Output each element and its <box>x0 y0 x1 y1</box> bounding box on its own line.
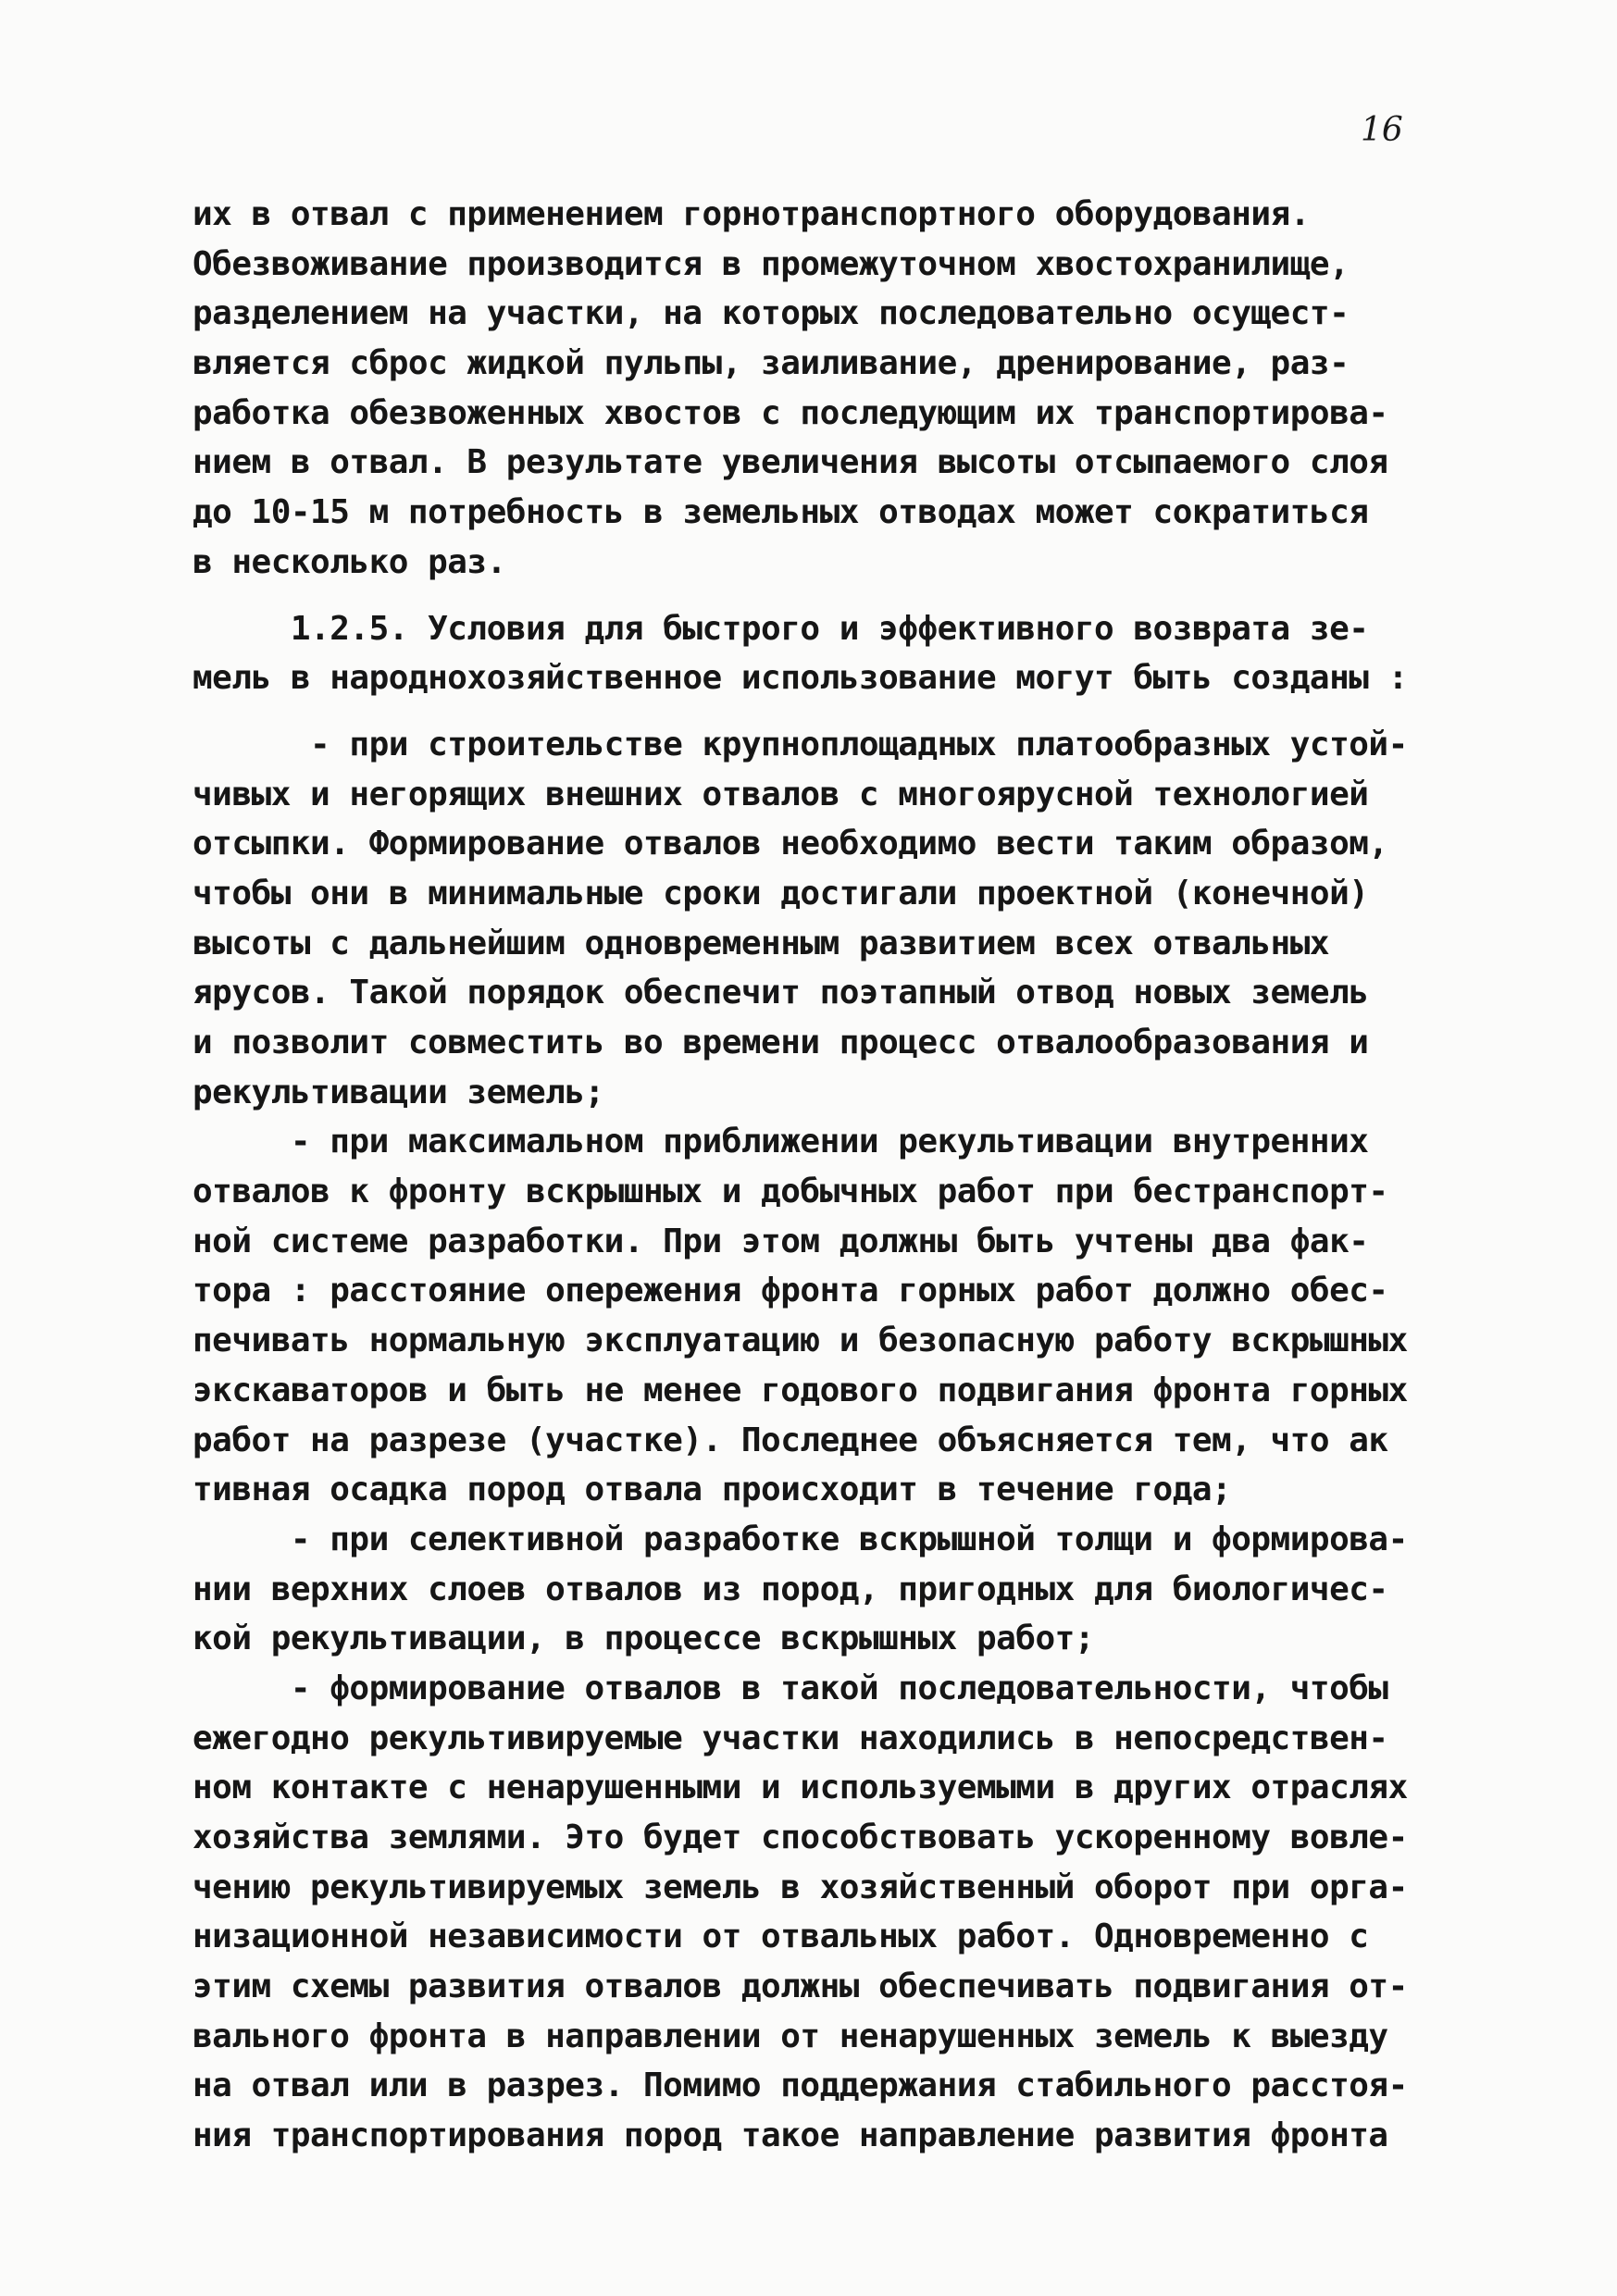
text-line: их в отвал с применением горнотранспортного оборудования. <box>193 195 1310 233</box>
text-line: чтобы они в минимальные сроки достигали проектной (конечной) <box>193 874 1369 912</box>
text-line: мель в народнохозяйственное использование могут быть созданы : <box>193 659 1408 698</box>
text-line: Обезвоживание производится в промежуточном хвостохранилище, <box>193 244 1350 283</box>
text-line: ном контакте с ненарушенными и используемыми в других отраслях <box>193 1769 1408 1807</box>
text-line: ной системе разработки. При этом должны быть учтены два фак- <box>193 1222 1369 1260</box>
paragraph-gap <box>193 703 1507 720</box>
text-line: отсыпки. Формирование отвалов необходимо вести таким образом, <box>193 825 1388 863</box>
text-line: - при селективной разработке вскрышной толщи и формирова- <box>193 1520 1408 1558</box>
text-line: тивная осадка пород отвала происходит в течение года; <box>193 1471 1232 1509</box>
text-line: этим схемы развития отвалов должны обеспечивать подвигания от- <box>193 1967 1408 2006</box>
paragraph-p5 <box>193 1515 1507 1664</box>
body-text <box>193 190 1507 2161</box>
text-line: ярусов. Такой порядок обеспечит поэтапный отвод новых земель <box>193 974 1369 1012</box>
text-line: низационной независимости от отвальных работ. Одновременно с <box>193 1917 1369 1956</box>
text-line: рекультивации земель; <box>193 1073 604 1111</box>
text-line: ежегодно рекультивируемые участки находились в непосредствен- <box>193 1719 1388 1757</box>
text-line: работ на разрезе (участке). Последнее объясняется тем, что ак <box>193 1421 1388 1459</box>
text-line: - при максимальном приближении рекультивации внутренних <box>193 1123 1369 1161</box>
text-line: высоты с дальнейшим одновременным развитием всех отвальных <box>193 924 1330 962</box>
paragraph-p2 <box>193 604 1507 703</box>
text-line: в несколько раз. <box>193 542 506 581</box>
text-line: нии верхних слоев отвалов из пород, пригодных для биологичес- <box>193 1570 1388 1608</box>
text-line: хозяйства землями. Это будет способствовать ускоренному вовле- <box>193 1818 1408 1856</box>
paragraph-p3 <box>193 720 1507 1118</box>
text-line: чивых и негорящих внешних отвалов с многоярусной технологией <box>193 775 1369 813</box>
paragraph-p1 <box>193 190 1507 588</box>
text-line: печивать нормальную эксплуатацию и безопасную работу вскрышных <box>193 1322 1408 1360</box>
text-line: вляется сброс жидкой пульпы, заиливание, дренирование, раз- <box>193 344 1350 383</box>
text-line: - при строительстве крупноплощадных платообразных устой- <box>193 725 1408 763</box>
text-line: разделением на участки, на которых последовательно осущест- <box>193 294 1350 333</box>
text-line: ния транспортирования пород такое направление развития фронта <box>193 2116 1388 2155</box>
text-line: нием в отвал. В результате увеличения высоты отсыпаемого слоя <box>193 443 1388 482</box>
text-line: вального фронта в направлении от ненарушенных земель к выезду <box>193 2017 1388 2055</box>
text-line: - формирование отвалов в такой последовательности, чтобы <box>193 1669 1388 1707</box>
paragraph-gap <box>193 588 1507 604</box>
paragraph-p6 <box>193 1664 1507 2161</box>
paragraph-p4 <box>193 1117 1507 1515</box>
text-line: тора : расстояние опережения фронта горных работ должно обес- <box>193 1272 1388 1310</box>
text-line: до 10-15 м потребность в земельных отводах может сократиться <box>193 493 1369 532</box>
text-line: работка обезвоженных хвостов с последующим их транспортирова- <box>193 393 1388 432</box>
text-line: чению рекультивируемых земель в хозяйственный оборот при орга- <box>193 1868 1408 1906</box>
text-line: отвалов к фронту вскрышных и добычных работ при бестранспорт- <box>193 1173 1388 1211</box>
text-line: экскаваторов и быть не менее годового подвигания фронта горных <box>193 1371 1408 1409</box>
text-line: и позволит совместить во времени процесс отвалообразования и <box>193 1024 1369 1061</box>
text-line: 1.2.5. Условия для быстрого и эффективного возврата зе- <box>193 609 1369 648</box>
page-number: 16 <box>1361 111 1403 149</box>
text-line: на отвал или в разрез. Помимо поддержания стабильного расстоя- <box>193 2066 1408 2105</box>
text-line: кой рекультивации, в процессе вскрышных работ; <box>193 1620 1094 1658</box>
